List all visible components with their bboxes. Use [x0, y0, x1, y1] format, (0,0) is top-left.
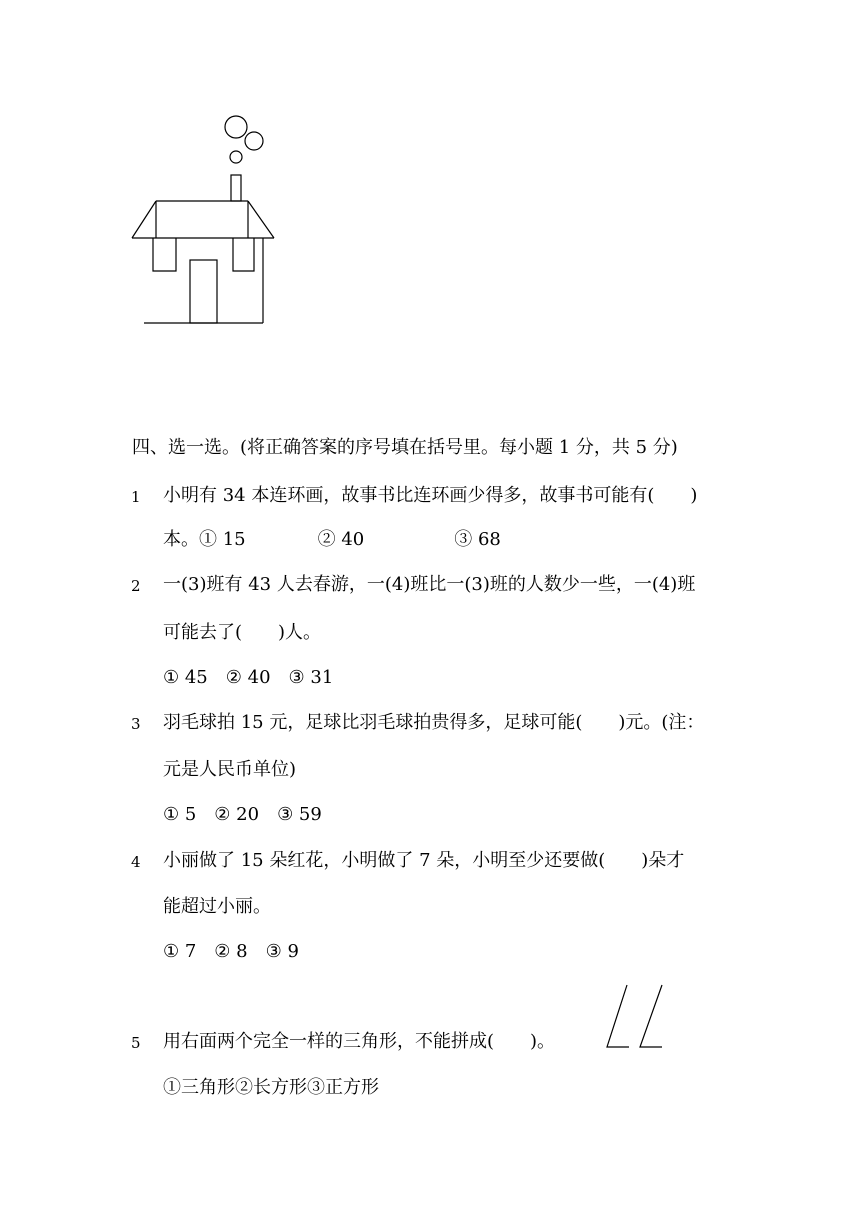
- question-number: 5: [131, 1034, 141, 1052]
- triangle-left: [607, 985, 629, 1047]
- house-walls: [144, 238, 263, 323]
- question-text-cont: 能超过小丽。: [163, 896, 271, 917]
- question-text: 羽毛球拍 15 元，足球比羽毛球拍贵得多，足球可能( )元。(注：: [163, 712, 705, 733]
- question-options: ① 45 ② 40 ③ 31: [163, 667, 334, 688]
- question-number: 1: [131, 488, 141, 506]
- section-title: 四、选一选。(将正确答案的序号填在括号里。每小题 1 分，共 5 分): [132, 437, 678, 458]
- question-text-cont: 元是人民币单位): [163, 759, 297, 780]
- question-text: 一(3)班有 43 人去春游，一(4)班比一(3)班的人数少一些，一(4)班: [163, 574, 696, 595]
- question-options: 本。① 15 ② 40 ③ 68: [163, 529, 501, 550]
- question-text: 小丽做了 15 朵红花，小明做了 7 朵，小明至少还要做( )朵才: [163, 850, 685, 871]
- house-drawing: [128, 112, 278, 328]
- question-options: ① 5 ② 20 ③ 59: [163, 804, 322, 825]
- two-triangles-figure: [602, 983, 666, 1049]
- question-options: ① 7 ② 8 ③ 9: [163, 941, 299, 962]
- question-text: 小明有 34 本连环画，故事书比连环画少得多，故事书可能有( ): [163, 485, 698, 506]
- question-number: 3: [131, 715, 141, 733]
- left-window: [153, 238, 176, 271]
- question-number: 2: [131, 577, 141, 595]
- triangle-right: [640, 985, 662, 1047]
- question-options: ①三角形②长方形③正方形: [163, 1077, 379, 1098]
- question-text: 用右面两个完全一样的三角形，不能拼成( )。: [163, 1031, 556, 1052]
- chimney: [231, 175, 241, 201]
- door: [190, 260, 217, 323]
- smoke-circles: [225, 116, 263, 163]
- roof: [132, 201, 274, 238]
- question-number: 4: [131, 853, 141, 871]
- right-window: [233, 238, 254, 271]
- question-text-cont: 可能去了( )人。: [163, 622, 322, 643]
